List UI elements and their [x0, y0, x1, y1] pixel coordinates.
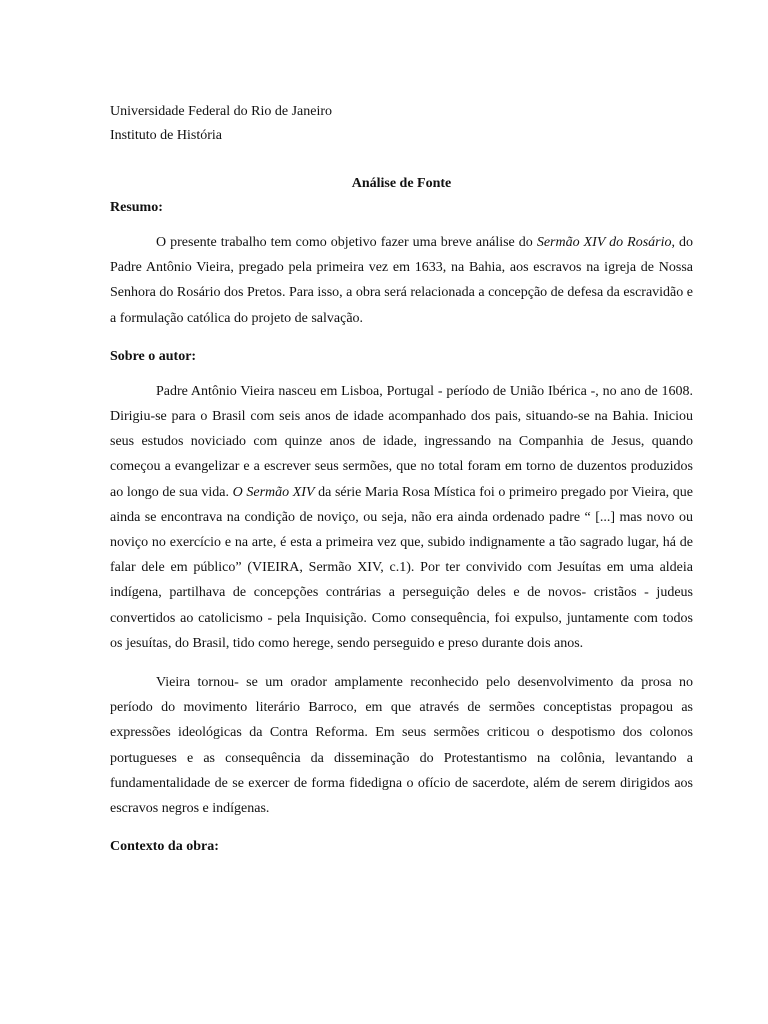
resumo-text-end: , do Padre Antônio Vieira, pregado pela primeira vez em 1633, na Bahia, aos escravos na igreja de Nossa Senhora do Rosário dos Pretos. Para isso, a obra será relacionada a concepção de defesa da escravidão e a formulação católica do projeto de salvação.	[110, 235, 693, 326]
autor-text-end: da série Maria Rosa Mística foi o primeiro pregado por Vieira, que ainda se encontrava na condição de noviço, ou seja, não era ainda ordenado padre “ [...] mas novo ou noviço no exercício e na arte, é esta a primeira vez que, subido indignamente a tão sagrado lugar, há de falar dele em público” (VIEIRA, Sermão XIV, c.1). Por ter convivido com Jesuítas em uma aldeia indígena, partilhava de concepções contrárias a perseguição deles e de novos- cristãos - judeus convertidos ao catolicismo - pela Inquisição. Como consequência, foi expulso, juntamente com todos os jesuítas, do Brasil, tido como herege, sendo perseguido e preso durante dois anos.	[110, 484, 693, 651]
institution-name: Universidade Federal do Rio de Janeiro	[110, 104, 332, 119]
autor-text-start: Padre Antônio Vieira nasceu em Lisboa, Portugal - período de União Ibérica -, no ano de 1608. Dirigiu-se para o Brasil com seis anos de idade acompanhado dos pais, situando-se na Bahia. Iniciou seus estudos noviciado com quinze anos de idade, ingressando na Companhia de Jesus, quando começou a evangelizar e a escrever seus sermões, que no total foram em torno de duzentos produzidos ao longo de sua vida.	[110, 383, 693, 500]
sermon-xiv-italic: O Sermão XIV	[232, 484, 315, 500]
resumo-paragraph	[110, 230, 693, 331]
autor-paragraph-1	[110, 379, 693, 656]
autor-paragraph-2: Vieira tornou- se um orador amplamente reconhecido pelo desenvolvimento da prosa no período do movimento literário Barroco, em que através de sermões conceptistas propagou as expressões ideológicas da Contra Reforma. Em seus sermões criticou o despotismo dos colonos portugueses e as consequência da disseminação do Protestantismo na colônia, levantando a fundamentalidade de se exercer de forma fidedigna o ofício de sacerdote, além de serem dirigidos aos escravos negros e indígenas.	[110, 675, 693, 817]
document-title: Análise de Fonte	[351, 176, 452, 191]
section-heading-resumo: Resumo:	[110, 200, 163, 215]
resumo-text-start: O presente trabalho tem como objetivo fazer uma breve análise do	[156, 235, 537, 250]
document-page	[110, 100, 693, 859]
institute-name: Instituto de História	[110, 128, 222, 143]
section-heading-autor: Sobre o autor:	[110, 348, 197, 364]
section-heading-contexto: Contexto da obra:	[110, 839, 219, 855]
sermon-title-italic: Sermão XIV do Rosário	[536, 235, 672, 250]
